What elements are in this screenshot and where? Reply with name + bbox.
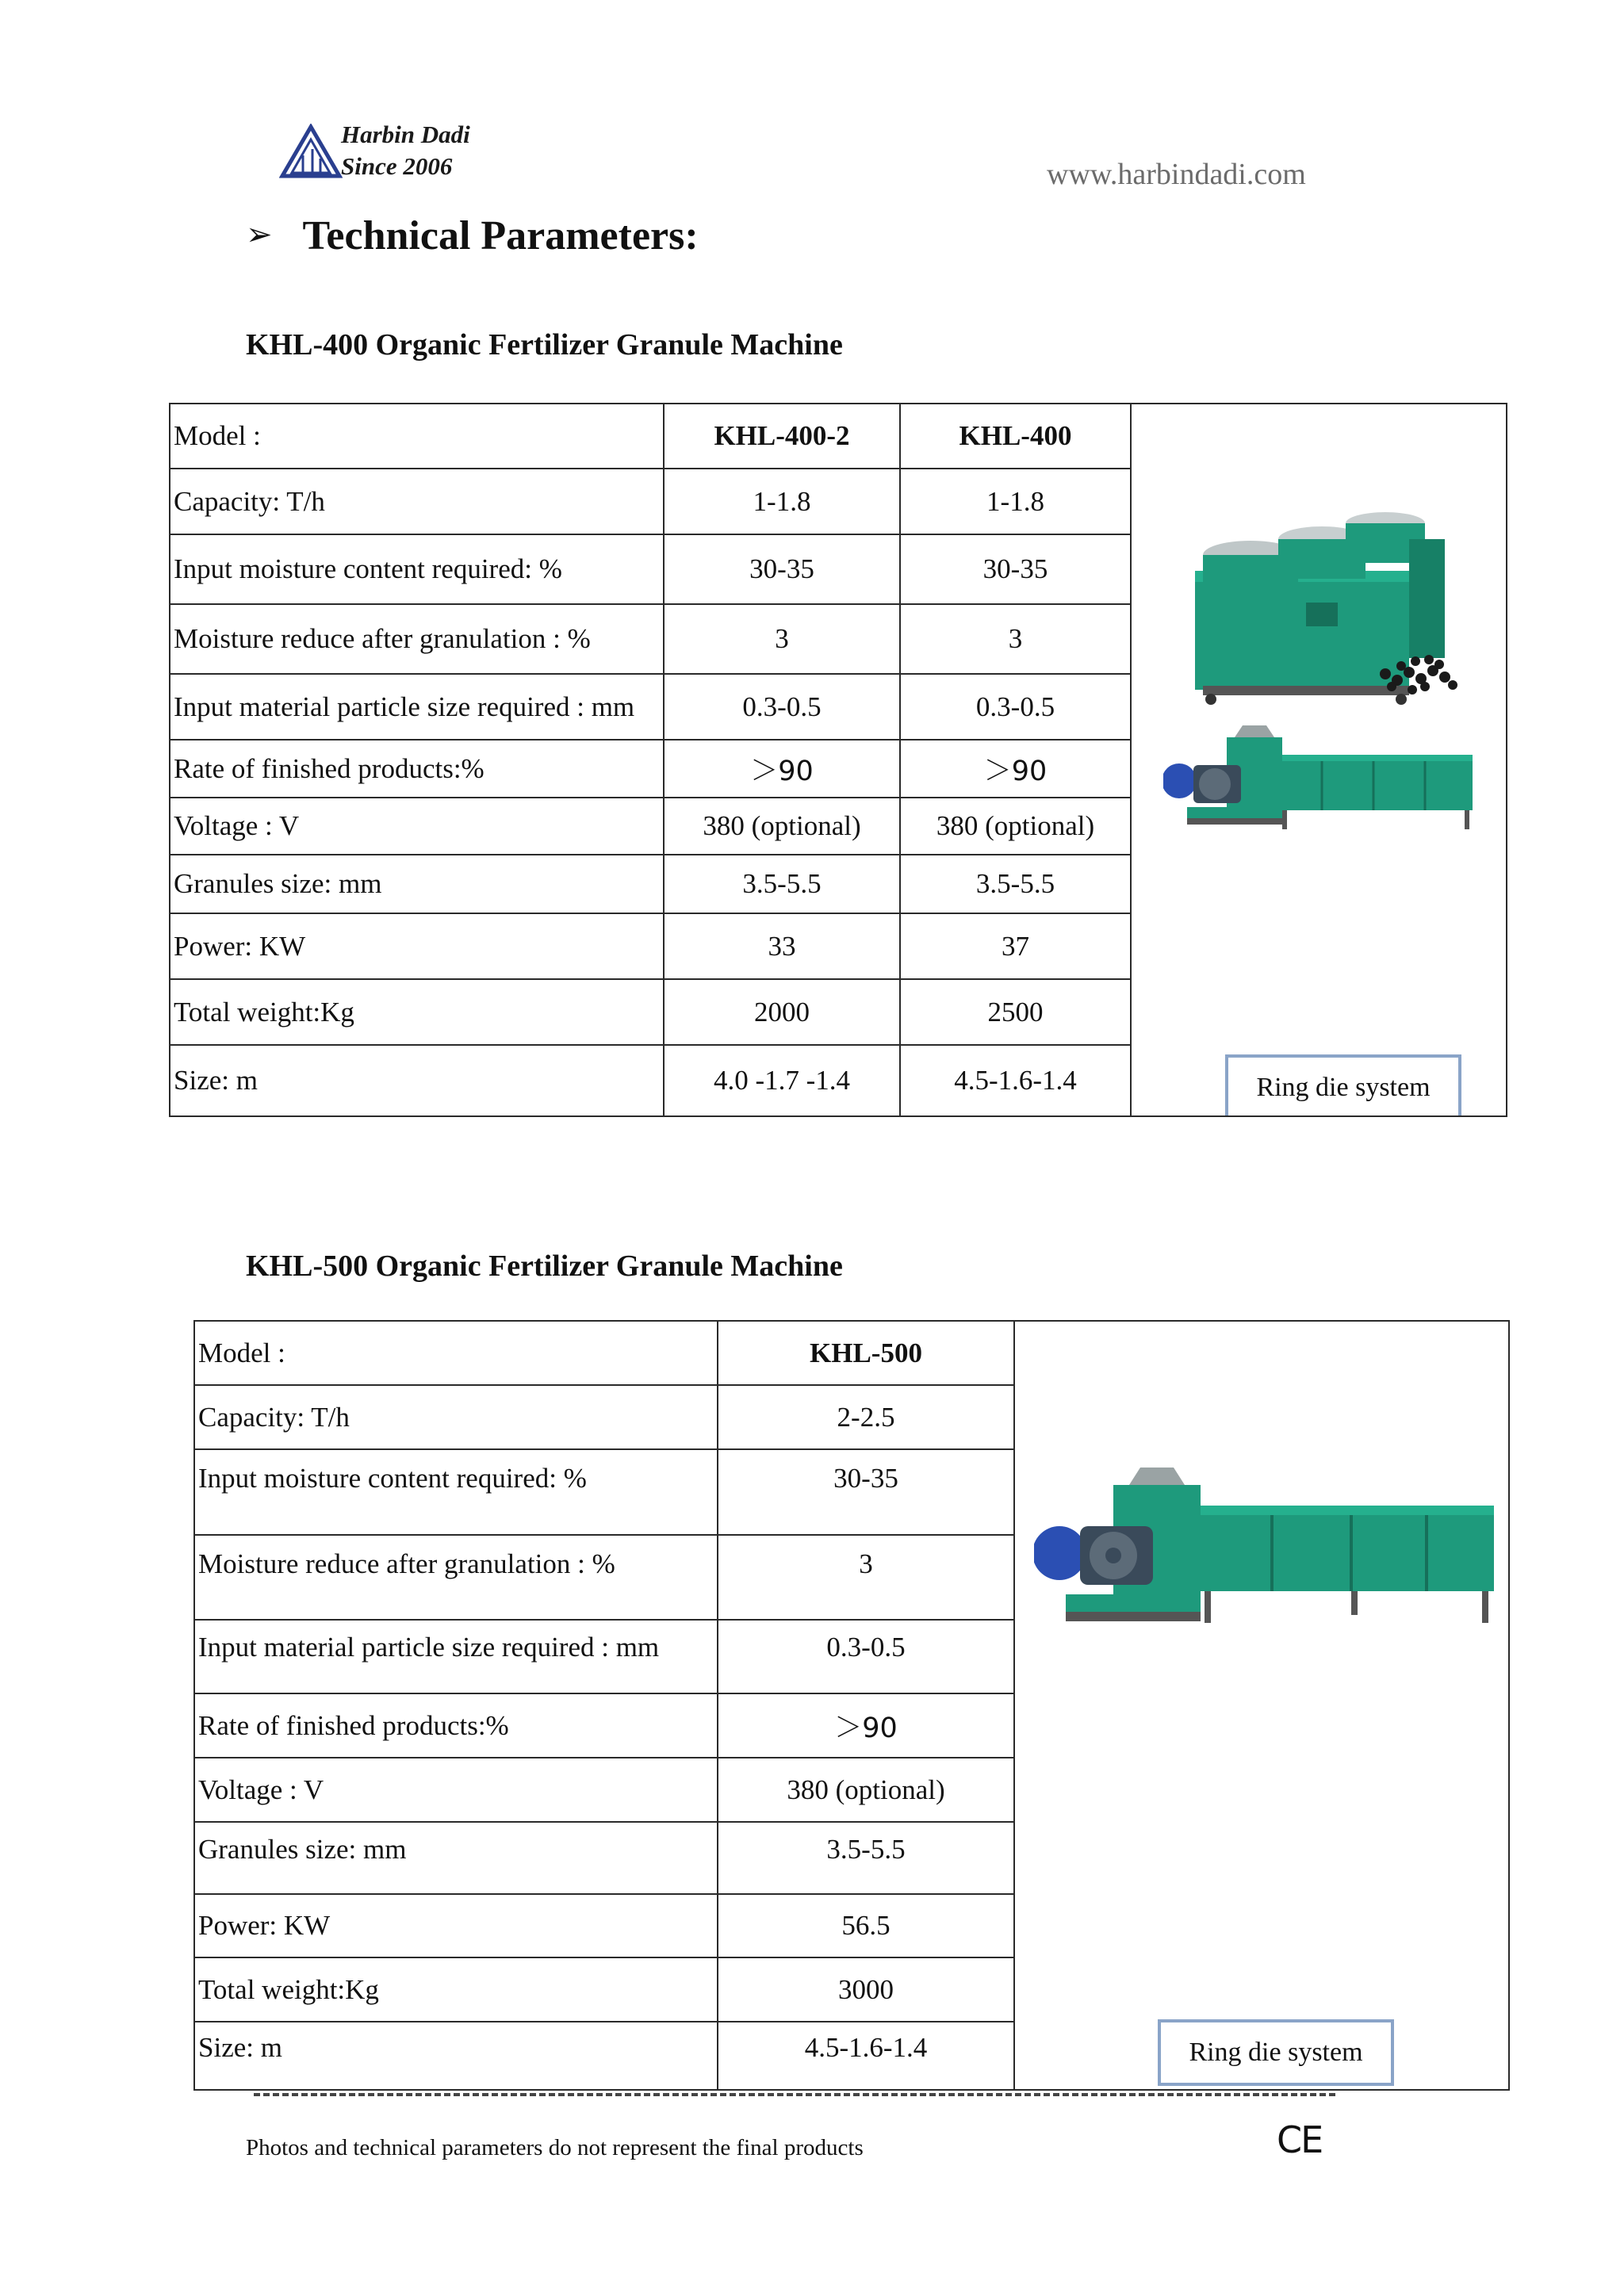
param-value: 3000 [718, 1957, 1014, 2022]
param-value: 3 [900, 604, 1131, 674]
param-value: ＞90 [900, 740, 1131, 798]
website-url: www.harbindadi.com [1047, 158, 1306, 191]
param-value: ＞90 [718, 1693, 1014, 1758]
param-value: 30-35 [900, 534, 1131, 604]
machine-image-cell [1014, 1321, 1509, 2090]
granulator-machine-image [1034, 1464, 1502, 1647]
footer-divider [254, 2093, 1335, 2096]
param-label: Granules size: mm [194, 1822, 718, 1894]
param-label: Voltage : V [170, 798, 664, 855]
param-label: Input moisture content required: % [170, 534, 664, 604]
page-heading [246, 212, 699, 259]
spec-table-khl-500 [193, 1320, 1510, 2091]
param-label: Capacity: T/h [170, 469, 664, 534]
company-logo [279, 124, 343, 181]
param-value: 4.0 -1.7 -1.4 [664, 1045, 900, 1116]
param-label: Moisture reduce after granulation : % [170, 604, 664, 674]
param-value: 1-1.8 [664, 469, 900, 534]
table-row [170, 404, 1507, 469]
param-label: Rate of finished products:% [170, 740, 664, 798]
param-label: Input moisture content required: % [194, 1449, 718, 1535]
param-label: Power: KW [170, 913, 664, 979]
logo-line-2: Since 2006 [341, 152, 453, 180]
param-label: Input material particle size required : mm [170, 674, 664, 740]
param-value: 4.5-1.6-1.4 [900, 1045, 1131, 1116]
machine-image-cell [1131, 404, 1507, 1116]
param-value: 380 (optional) [664, 798, 900, 855]
param-label: Voltage : V [194, 1758, 718, 1822]
footer-disclaimer: Photos and technical parameters do not represent the final products [246, 2135, 864, 2160]
param-value: 3.5-5.5 [900, 855, 1131, 913]
table-row [194, 1321, 1509, 1385]
logo-text [341, 119, 470, 182]
logo-line-1: Harbin Dadi [341, 121, 470, 148]
param-label: Total weight:Kg [194, 1957, 718, 2022]
param-label: Power: KW [194, 1894, 718, 1957]
param-value: 56.5 [718, 1894, 1014, 1957]
caption-ring-die-system: Ring die system [1158, 2019, 1394, 2086]
ring-die-machine-image [1187, 492, 1473, 714]
param-value: 30-35 [664, 534, 900, 604]
param-label: Moisture reduce after granulation : % [194, 1535, 718, 1620]
param-value: 2000 [664, 979, 900, 1045]
param-value: 37 [900, 913, 1131, 979]
param-label: Capacity: T/h [194, 1385, 718, 1449]
param-value: 0.3-0.5 [664, 674, 900, 740]
arrow-bullet-icon: ➢ [246, 216, 273, 253]
param-value: 3.5-5.5 [664, 855, 900, 913]
param-value: 33 [664, 913, 900, 979]
param-label: Size: m [194, 2022, 718, 2090]
param-value: 2500 [900, 979, 1131, 1045]
param-value: 380 (optional) [718, 1758, 1014, 1822]
model-header: KHL-400 [900, 404, 1131, 469]
param-value: 0.3-0.5 [718, 1620, 1014, 1693]
param-label: Granules size: mm [170, 855, 664, 913]
param-value: 3 [718, 1535, 1014, 1620]
spec-table-khl-400 [169, 403, 1507, 1117]
param-value: 30-35 [718, 1449, 1014, 1535]
param-label: Input material particle size required : mm [194, 1620, 718, 1693]
param-value: 3 [664, 604, 900, 674]
param-value: 3.5-5.5 [718, 1822, 1014, 1894]
param-value: 4.5-1.6-1.4 [718, 2022, 1014, 2090]
param-label: Model : [170, 404, 664, 469]
caption-ring-die-system: Ring die system [1225, 1054, 1461, 1116]
param-value: 2-2.5 [718, 1385, 1014, 1449]
section-title-khl-400: KHL-400 Organic Fertilizer Granule Machine [246, 328, 843, 362]
param-label: Model : [194, 1321, 718, 1385]
section-title-khl-500: KHL-500 Organic Fertilizer Granule Machine [246, 1249, 843, 1283]
model-header: KHL-500 [718, 1321, 1014, 1385]
granulator-machine-image [1163, 721, 1480, 848]
param-value: 1-1.8 [900, 469, 1131, 534]
model-header: KHL-400-2 [664, 404, 900, 469]
param-value: 380 (optional) [900, 798, 1131, 855]
ce-mark-icon: CE [1277, 2118, 1323, 2161]
param-value: 0.3-0.5 [900, 674, 1131, 740]
param-label: Size: m [170, 1045, 664, 1116]
param-value: ＞90 [664, 740, 900, 798]
param-label: Rate of finished products:% [194, 1693, 718, 1758]
heading-text: Technical Parameters: [302, 213, 699, 258]
param-label: Total weight:Kg [170, 979, 664, 1045]
